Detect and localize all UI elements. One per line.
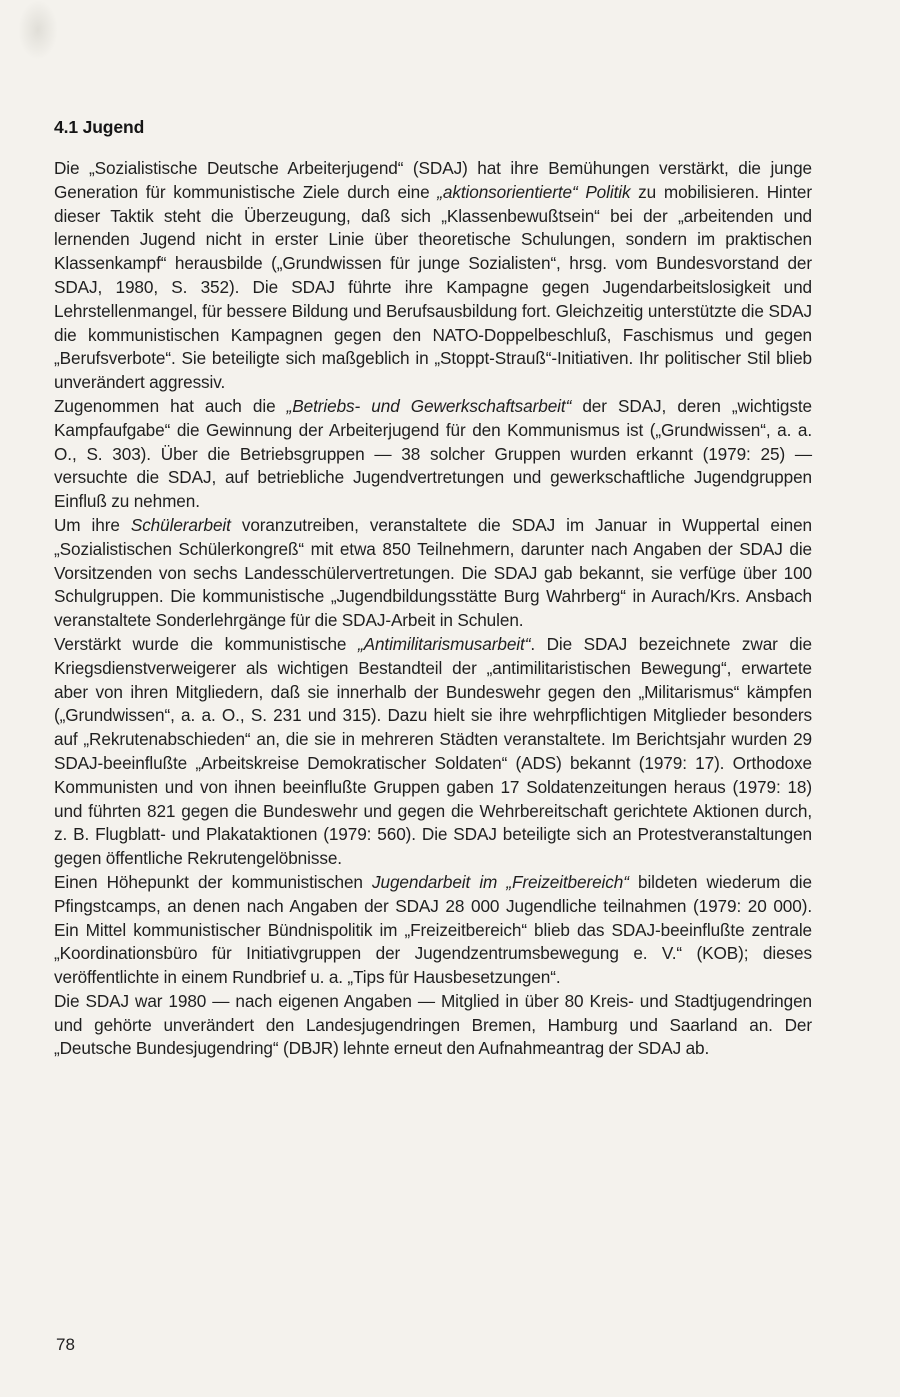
paragraph (54, 395, 812, 514)
text-run: Um ihre (54, 514, 131, 535)
text-run: Einen Höhepunkt der kommunistischen (54, 871, 373, 892)
document-body (54, 116, 812, 1061)
page-number: 78 (56, 1335, 75, 1354)
text-run: Die „Sozialistische Deutsche Arbeiterjugend“ (SDAJ) hat ihre Bemühungen verstärkt, die junge Generation für kommunistische Ziele durch eine (54, 158, 812, 202)
text-run: bildeten wiederum die Pfingstcamps, an denen nach Angaben der SDAJ 28 000 Jugendliche teilnahmen (1979: 20 000). Ein Mittel kommunistischer Bündnispolitik im „Freizeitbereich“ blieb das SDAJ-beeinflußte zentrale „Koordinationsbüro für Initiativgruppen der Jugendzentrumsbewegung e. V.“ (KOB); dieses veröffentlichte in einem Rundbrief u. a. „Tips für Hausbesetzungen“. (54, 871, 812, 988)
text-run: der SDAJ, deren „wichtigste Kampfaufgabe“ die Gewinnung der Arbeiterjugend für den Kommunismus ist („Grundwissen“, a. a. O., S. 303). Über die Betriebsgruppen — 38 solcher Gruppen wurden erkannt (1979: 25) — versuchte die SDAJ, auf betriebliche Jugendvertretungen und gewerkschaftliche Jugendgruppen Einfluß zu nehmen. (54, 395, 813, 512)
paragraph (54, 990, 812, 1061)
scan-smudge (18, 0, 58, 60)
paragraph (54, 157, 812, 395)
text-run: zu mobilisieren. Hinter dieser Taktik steht die Überzeugung, daß sich „Klassenbewußtsein“ bei der „arbeitenden und lernenden Jugend nicht in erster Linie über theoretische Schulungen, sondern im praktischen Klassenkampf“ herausbilde („Grundwissen für junge Sozialisten“, hrsg. vom Bundesvorstand der SDAJ, 1980, S. 352). Die SDAJ führte ihre Kampagne gegen Jugendarbeitslosigkeit und Lehrstellenmangel, für bessere Bildung und Berufsausbildung fort. Gleichzeitig unterstützte die SDAJ die kommunistischen Kampagnen gegen den NATO-Doppelbeschluß, Faschismus und gegen „Berufsverbote“. Sie beteiligte sich maßgeblich in „Stoppt-Strauß“-Initiativen. Ihr politischer Stil blieb unverändert aggressiv. (54, 181, 812, 393)
text-run: Verstärkt wurde die kommunistische (54, 633, 358, 654)
paragraph (54, 633, 812, 871)
text-run: voranzutreiben, veranstaltete die SDAJ im Januar in Wuppertal einen „Sozialistischen Schülerkongreß“ mit etwa 850 Teilnehmern, darunter nach Angaben der SDAJ die Vorsitzenden von sechs Landesschülervertretungen. Die SDAJ gab bekannt, sie verfüge über 100 Schulgruppen. Die kommunistische „Jugendbildungsstätte Burg Wahrberg“ in Aurach/Krs. Ansbach veranstaltete Sonderlehrgänge für die SDAJ-Arbeit in Schulen. (54, 514, 812, 631)
text-run: . Die SDAJ bezeichnete zwar die Kriegsdienstverweigerer als wichtigen Bestandteil der „antimilitaristischen Bewegung“, erwartete aber von ihren Mitgliedern, daß sie innerhalb der Bundeswehr gegen den „Militarismus“ kämpfen („Grundwissen“, a. a. O., S. 231 und 315). Dazu hielt sie ihre wehrpflichtigen Mitglieder besonders auf „Rekrutenabschieden“ an, die sie in mehreren Städten veranstaltete. Im Berichtsjahr wurden 29 SDAJ-beeinflußte „Arbeitskreise Demokratischer Soldaten“ (ADS) bekannt (1979: 17). Orthodoxe Kommunisten und von ihnen beeinflußte Gruppen gaben 17 Soldatenzeitungen heraus (1979: 18) und führten 821 gegen die Bundeswehr und gegen die Wehrbereitschaft gerichtete Aktionen durch, z. B. Flugblatt- und Plakataktionen (1979: 560). Die SDAJ beteiligte sich an Protestveranstaltungen gegen öffentliche Rekrutengelöbnisse. (54, 633, 812, 869)
section-heading: 4.1 Jugend (54, 117, 145, 137)
italic-text: Jugendarbeit im „Freizeitbereich“ (372, 871, 629, 892)
italic-text: „Antimilitarismusarbeit“ (357, 633, 531, 654)
italic-text: „Betriebs- und Gewerkschaftsarbeit“ (286, 395, 572, 416)
text-run: Zugenommen hat auch die (54, 395, 287, 416)
italic-text: Schülerarbeit (130, 514, 231, 535)
text-run: Die SDAJ war 1980 — nach eigenen Angaben — Mitglied in über 80 Kreis- und Stadtjugendringen und gehörte unverändert den Landesjugendringen Bremen, Hamburg und Saarland an. Der „Deutsche Bundesjugendring“ (DBJR) lehnte erneut den Aufnahmeantrag der SDAJ ab. (54, 990, 812, 1059)
italic-text: „aktionsorientierte“ Politik (437, 181, 631, 202)
paragraph (54, 871, 812, 990)
paragraph-list (54, 157, 812, 1061)
paragraph (54, 514, 812, 633)
